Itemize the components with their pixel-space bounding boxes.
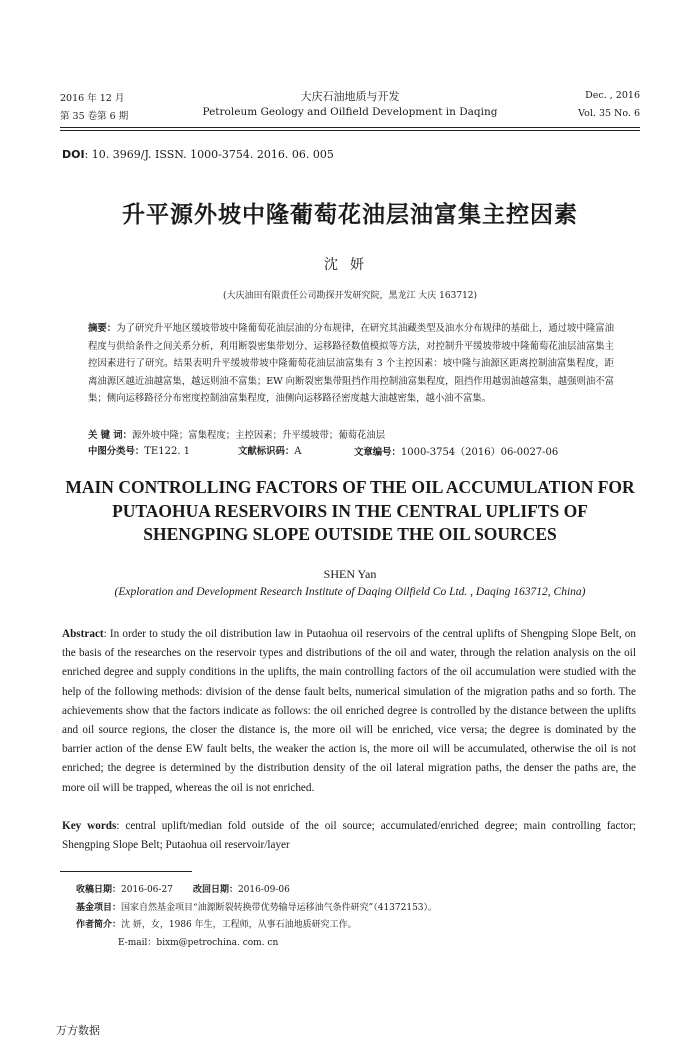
footnote-rule <box>60 871 192 872</box>
keywords-cn-text: 源外坡中隆；富集程度；主控因素；升平缓坡带；葡萄花油层 <box>132 430 386 441</box>
received-value: 2016-06-27 <box>121 885 173 895</box>
header-date-cn: 2016 年 12 月 <box>60 93 125 104</box>
title-english: MAIN CONTROLLING FACTORS OF THE OIL ACCUMULATION FOR PUTAOHUA RESERVOIRS IN THE CENTRAL UPLIFTS OF SHENGPING SLOPE OUTSIDE THE OIL SOURCES <box>65 477 635 544</box>
header-date-en: Dec. , 2016 <box>585 90 640 101</box>
header-rule-thick <box>60 127 640 128</box>
abstract-cn-label: 摘要： <box>88 323 117 334</box>
abstract-en-text: : In order to study the oil distribution law in Putaohua oil reservoirs of the central uplifts of Shengping Slope Belt, on the basis of the researches on the reservoir types and distributions of the oil and water, through the relation analysis on the oil enriched degree and supply conditions in the uplifts, the main controlling factors of the oil accumulation were studied with the help of the following methods: division of the dense fault belts, numerical simulation of the migration paths and so forth. The achievements show that the factors indicate as follows: the oil enriched degree is controlled by the distance between the uplifts and oil source regions, the closer the distance is, the more oil will be enriched, vice versa; the degree is dominated by the barrier action of the dense EW fault belts, the weaker the action is, the more oil will be accumulated, otherwise the oil is not enriched; the degree is determined by the distribution density of the oil lateral migration paths, the denser the paths are, the more oil will be trapped, whereas the oil is not enriched. <box>62 628 636 794</box>
revised-label: 改回日期： <box>192 885 238 895</box>
footnote-author <box>76 917 640 935</box>
footnotes <box>76 882 640 952</box>
author-chinese: 沈妍 <box>324 257 376 273</box>
affiliation-english: (Exploration and Development Research Institute of Daqing Oilfield Co Ltd. , Daqing 163712, China) <box>114 586 586 598</box>
header-volume-en: Vol. 35 No. 6 <box>578 108 640 119</box>
header-journal-cn: 大庆石油地质与开发 <box>300 90 400 103</box>
running-header <box>60 88 640 124</box>
footnote-email: E-mail：bixm@petrochina. com. cn <box>118 937 279 948</box>
article-number-label: 文章编号： <box>354 447 401 458</box>
doi-line <box>62 148 334 161</box>
abstract-en-label: Abstract <box>62 628 104 640</box>
footnote-dates <box>76 882 640 900</box>
watermark: 万方数据 <box>56 1024 100 1037</box>
clc-value: TE122. 1 <box>144 446 191 457</box>
revised-value: 2016-09-06 <box>237 885 290 895</box>
keywords-en-text: : central uplift/median fold outside of the oil source; accumulated/enriched degree; main controlling factor; Shengping Slope Belt; Putaohua oil reservoir/layer <box>62 820 636 852</box>
received-label: 收稿日期： <box>76 885 122 895</box>
footnote-fund <box>76 900 640 918</box>
abstract-english <box>62 625 636 798</box>
author-bio-label: 作者简介： <box>76 920 122 930</box>
clc-number <box>88 443 190 457</box>
doi-value: : 10. 3969/J. ISSN. 1000-3754. 2016. 06. 005 <box>84 148 334 161</box>
abstract-chinese <box>88 320 614 408</box>
document-code <box>238 443 302 457</box>
keywords-chinese <box>88 427 614 441</box>
doc-code-value: A <box>294 446 302 457</box>
author-bio-value: 沈 妍，女，1986 年生，工程师，从事石油地质研究工作。 <box>121 920 357 930</box>
fund-label: 基金项目： <box>76 902 122 913</box>
author-english: SHEN Yan <box>323 567 377 581</box>
header-journal-en: Petroleum Geology and Oilfield Development in Daqing <box>202 106 498 118</box>
fund-value: 国家自然基金项目“油源断裂转换带优势输导运移油气条件研究”（41372153）。 <box>121 902 438 913</box>
abstract-cn-text: 为了研究升平地区缓坡带坡中隆葡萄花油层油的分布规律，在研究其油藏类型及油水分布规律的基础上，通过坡中隆富油程度与供给条件之间关系分析，利用断裂密集带划分、运移路径数值模拟等方法，对控制升平缓坡带坡中隆葡萄花油层油富集主控因素进行了研究。结果表明升平缓坡带坡中隆葡萄花油层油富集有 3 个主控因素：坡中隆与油源区距离控制油富集程度，距离油源区越近油越富集，越远则油不富集；EW 向断裂密集带阻挡作用控制油富集程度，阻挡作用越弱油越富集，越强则油不富集；侧向运移路径分布密度控制油富集程度，油侧向运移路径密度越大油越密集，越小油不富集。 <box>88 323 614 405</box>
article-number-value: 1000-3754（2016）06-0027-06 <box>400 447 559 458</box>
keywords-cn-label: 关 键 词： <box>88 430 133 441</box>
title-chinese: 升平源外坡中隆葡萄花油层油富集主控因素 <box>122 202 578 228</box>
doc-code-label: 文献标识码： <box>238 446 295 457</box>
article-number <box>354 443 558 458</box>
clc-label: 中图分类号： <box>88 446 145 457</box>
keywords-english <box>62 817 636 855</box>
affiliation-chinese: (大庆油田有限责任公司勘探开发研究院，黑龙江 大庆 163712) <box>222 291 478 301</box>
header-volume-cn: 第 35 卷第 6 期 <box>60 111 129 122</box>
keywords-en-label: Key words <box>62 820 117 832</box>
header-rule-thin <box>60 130 640 131</box>
doi-label: DOI <box>62 148 85 161</box>
